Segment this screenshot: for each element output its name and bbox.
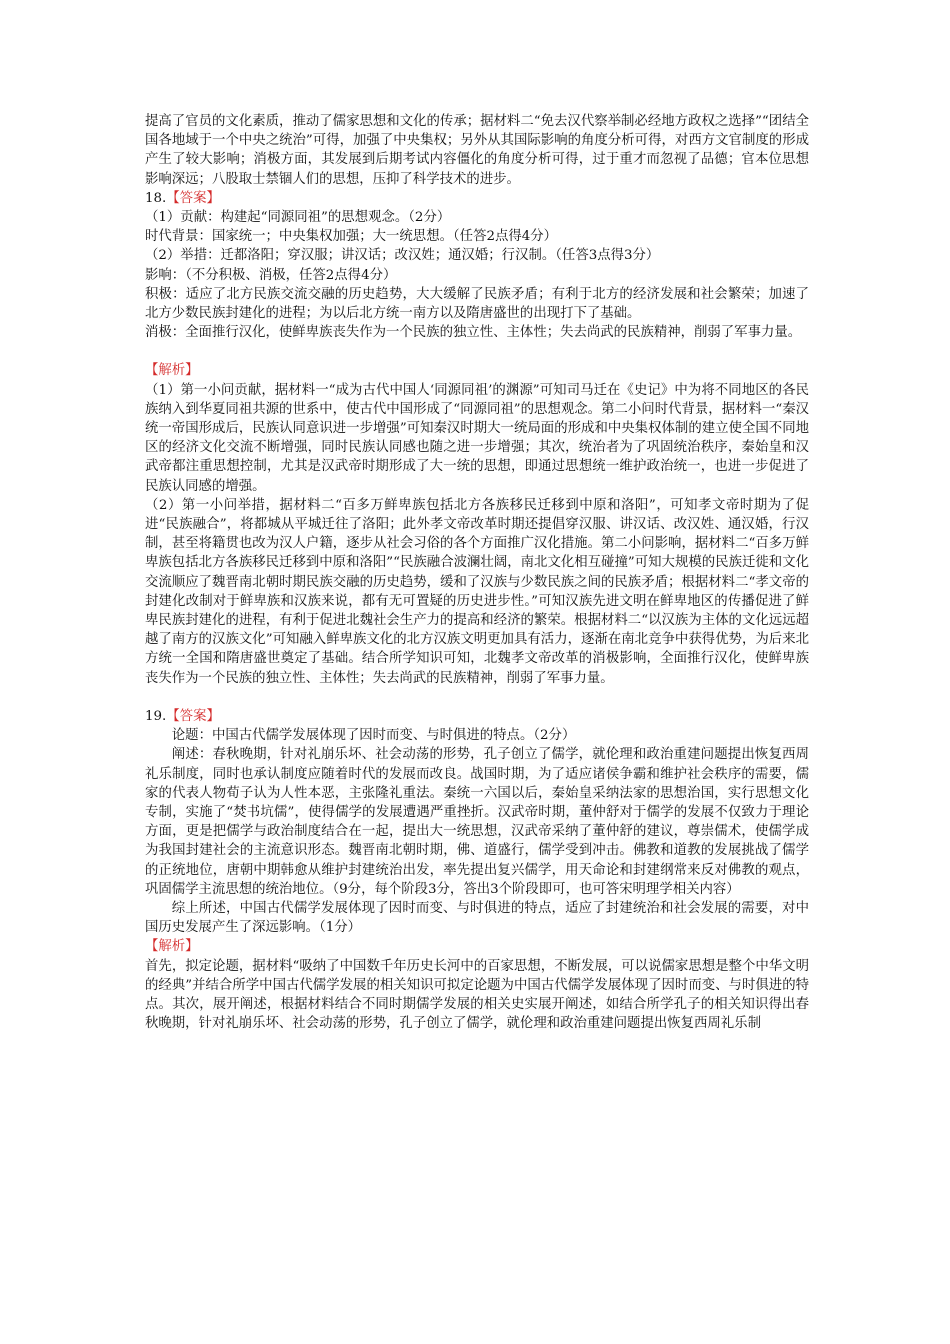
q18-analysis-paragraph: （2）第一小问举措，据材料二“百多万鲜卑族包括北方各族移民迁移到中原和洛阳”，可知孝文帝时期为了促进“民族融合”，将都城从平城迁往了洛阳；此外孝文帝改革时期还提倡穿汉服、讲汉话、改汉姓、通汉婚，行汉制，甚至将籍贯也改为汉人户籍，逐步从社会习俗的各个方面推广汉化措施。第二小问影响，据材料二“百多万鲜卑族包括北方各族移民迁移到中原和洛阳”“民族融合波澜壮阔，南北文化相互碰撞”可知大规模的民族迁徙和文化交流顺应了魏晋南北朝时期民族交融的历史趋势，缓和了汉族与少数民族之间的民族矛盾；根据材料二“孝文帝的封建化改制对于鲜卑族和汉族来说，都有无可置疑的历史进步性。”可知汉族先进文明在鲜卑地区的传播促进了鲜卑民族封建化的进程，有利于促进北魏社会生产力的提高和经济的繁荣。根据材料二“以汉族为主体的文化远远超越了南方的汉族文化”可知融入鲜卑族文化的北方汉族文明更加具有活力，逐渐在南北竞争中获得优势，为后来北方统一全国和隋唐盛世奠定了基础。结合所学知识可知，北魏孝文帝改革的消极影响，全面推行汉化，使鲜卑族丧失作为一个民族的独立性、主体性；失去尚武的民族精神，削弱了军事力量。: [145, 497, 809, 686]
q18-analysis-paragraph: （1）第一小问贡献，据材料一“成为古代中国人‘同源同祖’的渊源”可知司马迁在《史记》中为将不同地区的各民族纳入到华夏同祖共源的世系中，使古代中国形成了“同源同祖”的思想观念。第二小问时代背景，据材料一“秦汉统一帝国形成后，民族认同意识进一步增强”可知秦汉时期大一统局面的形成和中央集权体制的建立使全国不同地区的经济文化交流不断增强，同时民族认同感也随之进一步增强；其次，统治者为了巩固统治秩序，秦始皇和汉武帝都注重思想控制，尤其是汉武帝时期形成了大一统的思想，即通过思想统一维护政治统一，也进一步促进了民族认同感的增强。: [145, 382, 809, 494]
q18-answer-line: 影响：（不分积极、消极，任答2点得4分）: [145, 267, 397, 283]
q18-answer-label: 【答案】: [166, 190, 220, 206]
q18-analysis-label: 【解析】: [145, 363, 199, 379]
intro-paragraph: 提高了官员的文化素质，推动了儒家思想和文化的传承；据材料二“免去汉代察举制必经地方政权之选择”“团结全国各地域于一个中央之统治”可得，加强了中央集权；另外从其国际影响的角度分析可得，对西方文官制度的形成产生了较大影响；消极方面，其发展到后期考试内容僵化的角度分析可得，过于重才而忽视了品德；官本位思想影响深远；八股取士禁锢人们的思想，压抑了科学技术的进步。: [145, 114, 809, 187]
q19-thesis: 论题：中国古代儒学发展体现了因时而变、与时俱进的特点。（2分）: [171, 728, 576, 744]
spacer: [145, 342, 809, 361]
q19-answer-label: 【答案】: [166, 708, 220, 724]
q18-answer-line: 积极：适应了北方民族交流交融的历史趋势，大大缓解了民族矛盾；有利于北方的经济发展和社会繁荣；加速了北方少数民族封建化的进程；为以后北方统一南方以及隋唐盛世的出现打下了基础。: [145, 286, 809, 322]
document-page: [145, 112, 809, 1033]
q19-exposition: 阐述：春秋晚期，针对礼崩乐坏、社会动荡的形势，孔子创立了儒学，就伦理和政治重建问题提出恢复西周礼乐制度，同时也承认制度应随着时代的发展而改良。战国时期，为了适应诸侯争霸和维护社会秩序的需要，儒家的代表人物荀子认为人性本恶，主张隆礼重法。秦统一六国以后，秦始皇采纳法家的思想治国，实行思想文化专制，实施了“焚书坑儒”，使得儒学的发展遭遇严重挫折。汉武帝时期，董仲舒对于儒学的发展不仅致力于理论方面，更是把儒学与政治制度结合在一起，提出大一统思想，汉武帝采纳了董仲舒的建议，尊崇儒术，使儒学成为我国封建社会的主流意识形态。魏晋南北朝时期，佛、道盛行，儒学受到冲击。佛教和道教的发展挑战了儒学的正统地位，唐朝中期韩愈从维护封建统治出发，率先提出复兴儒学，用天命论和封建纲常来反对佛教的观点，巩固儒学主流思想的统治地位。（9分，每个阶段3分，答出3个阶段即可，也可答宋明理学相关内容）: [145, 747, 809, 897]
q18-answer-line: （2）举措：迁都洛阳；穿汉服；讲汉话；改汉姓；通汉婚；行汉制。（任答3点得3分）: [145, 248, 660, 264]
spacer: [145, 688, 809, 707]
q18-answer-line: 时代背景：国家统一；中央集权加强；大一统思想。（任答2点得4分）: [145, 229, 558, 245]
q19-number: 19.: [145, 708, 167, 724]
q19-analysis-paragraph: 首先，拟定论题，据材料“吸纳了中国数千年历史长河中的百家思想，不断发展，可以说儒家思想是整个中华文明的经典”并结合所学中国古代儒学发展的相关知识可拟定论题为中国古代儒学发展体现了因时而变、与时俱进的特点。其次，展开阐述，根据材料结合不同时期儒学发展的相关史实展开阐述，如结合所学孔子的相关知识得出春秋晚期，针对礼崩乐坏、社会动荡的形势，孔子创立了儒学，就伦理和政治重建问题提出恢复西周礼乐制: [145, 958, 809, 1032]
q19-heading: [145, 707, 809, 726]
q18-answer-line: （1）贡献：构建起“同源同祖”的思想观念。（2分）: [145, 210, 451, 226]
q18-answer-line: 消极：全面推行汉化，使鲜卑族丧失作为一个民族的独立性、主体性；失去尚武的民族精神，削弱了军事力量。: [145, 325, 802, 341]
q19-conclusion: 综上所述，中国古代儒学发展体现了因时而变、与时俱进的特点，适应了封建统治和社会发展的需要，对中国历史发展产生了深远影响。（1分）: [145, 900, 809, 936]
q19-analysis-label: 【解析】: [145, 939, 199, 955]
q18-heading: [145, 189, 809, 208]
q18-number: 18.: [145, 190, 167, 206]
